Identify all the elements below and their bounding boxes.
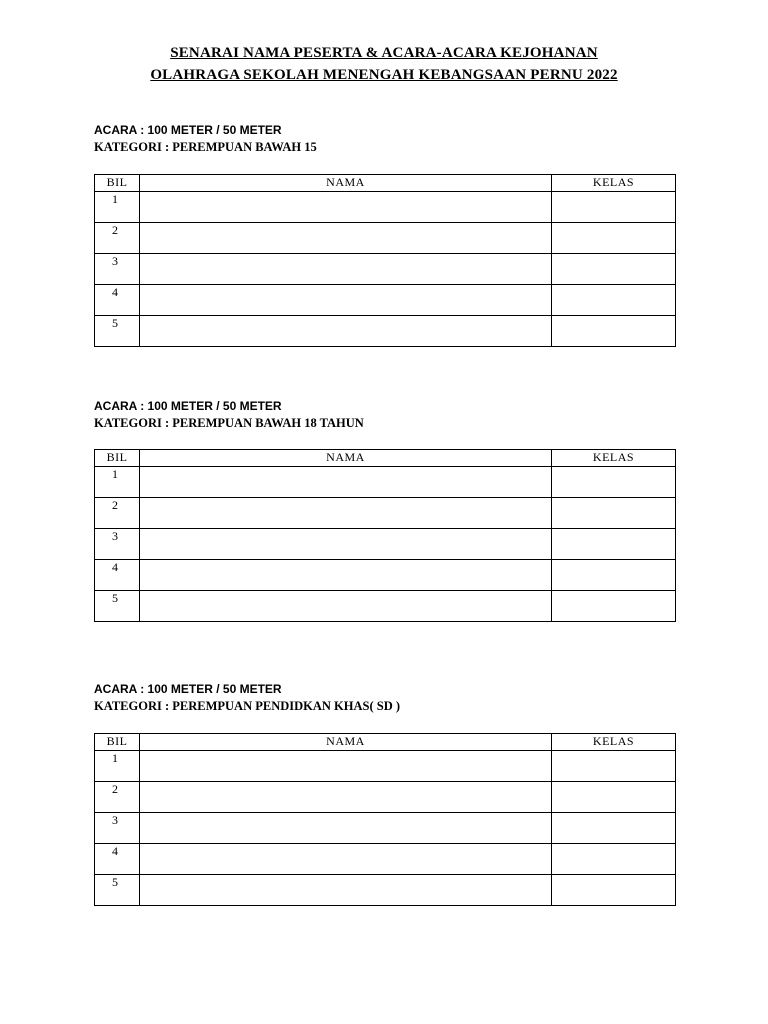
category-label: KATEGORI : PEREMPUAN PENDIDKAN KHAS( SD ) — [94, 699, 401, 713]
header-nama: NAMA — [140, 734, 552, 751]
table-row — [95, 285, 676, 316]
bil-cell: 2 — [95, 223, 140, 254]
table-row — [95, 813, 676, 844]
table-row — [95, 560, 676, 591]
nama-cell[interactable] — [140, 192, 552, 223]
table-row — [95, 316, 676, 347]
header-bil: BIL — [95, 450, 140, 467]
nama-cell[interactable] — [140, 751, 552, 782]
event-section — [94, 122, 675, 330]
bil-cell: 5 — [95, 591, 140, 622]
table-row — [95, 844, 676, 875]
document-title-line-1: SENARAI NAMA PESERTA & ACARA-ACARA KEJOHANAN — [170, 45, 598, 61]
header-nama: NAMA — [140, 450, 552, 467]
header-bil: BIL — [95, 734, 140, 751]
bil-cell: 5 — [95, 875, 140, 906]
table-row — [95, 498, 676, 529]
bil-cell: 4 — [95, 285, 140, 316]
kelas-cell[interactable] — [552, 751, 676, 782]
bil-cell: 3 — [95, 813, 140, 844]
participant-table — [94, 174, 676, 347]
kelas-cell[interactable] — [552, 529, 676, 560]
kelas-cell[interactable] — [552, 316, 676, 347]
bil-cell: 3 — [95, 529, 140, 560]
category-label: KATEGORI : PEREMPUAN BAWAH 15 — [94, 140, 317, 154]
nama-cell[interactable] — [140, 316, 552, 347]
kelas-cell[interactable] — [552, 285, 676, 316]
table-row — [95, 591, 676, 622]
nama-cell[interactable] — [140, 844, 552, 875]
bil-cell: 2 — [95, 498, 140, 529]
table-row — [95, 782, 676, 813]
participant-table — [94, 449, 676, 622]
bil-cell: 1 — [95, 751, 140, 782]
header-kelas: KELAS — [552, 450, 676, 467]
kelas-cell[interactable] — [552, 875, 676, 906]
bil-cell: 4 — [95, 844, 140, 875]
nama-cell[interactable] — [140, 591, 552, 622]
nama-cell[interactable] — [140, 782, 552, 813]
event-label: ACARA : 100 METER / 50 METER — [94, 682, 282, 696]
header-kelas: KELAS — [552, 734, 676, 751]
table-row — [95, 254, 676, 285]
nama-cell[interactable] — [140, 254, 552, 285]
event-label: ACARA : 100 METER / 50 METER — [94, 399, 282, 413]
header-nama: NAMA — [140, 175, 552, 192]
table-row — [95, 529, 676, 560]
event-label: ACARA : 100 METER / 50 METER — [94, 123, 282, 137]
bil-cell: 4 — [95, 560, 140, 591]
kelas-cell[interactable] — [552, 192, 676, 223]
nama-cell[interactable] — [140, 223, 552, 254]
header-kelas: KELAS — [552, 175, 676, 192]
kelas-cell[interactable] — [552, 560, 676, 591]
nama-cell[interactable] — [140, 285, 552, 316]
bil-cell: 1 — [95, 192, 140, 223]
kelas-cell[interactable] — [552, 254, 676, 285]
table-row — [95, 467, 676, 498]
nama-cell[interactable] — [140, 498, 552, 529]
bil-cell: 1 — [95, 467, 140, 498]
table-row — [95, 875, 676, 906]
participant-table — [94, 733, 676, 906]
table-header-row — [95, 450, 676, 467]
kelas-cell[interactable] — [552, 844, 676, 875]
kelas-cell[interactable] — [552, 813, 676, 844]
document-title-line-2: OLAHRAGA SEKOLAH MENENGAH KEBANGSAAN PERNU 2022 — [150, 67, 618, 83]
event-section — [94, 681, 675, 889]
nama-cell[interactable] — [140, 529, 552, 560]
bil-cell: 3 — [95, 254, 140, 285]
table-row — [95, 751, 676, 782]
nama-cell[interactable] — [140, 875, 552, 906]
nama-cell[interactable] — [140, 560, 552, 591]
kelas-cell[interactable] — [552, 467, 676, 498]
event-section — [94, 398, 675, 605]
kelas-cell[interactable] — [552, 591, 676, 622]
bil-cell: 2 — [95, 782, 140, 813]
category-label: KATEGORI : PEREMPUAN BAWAH 18 TAHUN — [94, 416, 364, 430]
kelas-cell[interactable] — [552, 498, 676, 529]
header-bil: BIL — [95, 175, 140, 192]
table-row — [95, 192, 676, 223]
table-header-row — [95, 734, 676, 751]
bil-cell: 5 — [95, 316, 140, 347]
table-header-row — [95, 175, 676, 192]
kelas-cell[interactable] — [552, 223, 676, 254]
nama-cell[interactable] — [140, 467, 552, 498]
table-row — [95, 223, 676, 254]
nama-cell[interactable] — [140, 813, 552, 844]
kelas-cell[interactable] — [552, 782, 676, 813]
